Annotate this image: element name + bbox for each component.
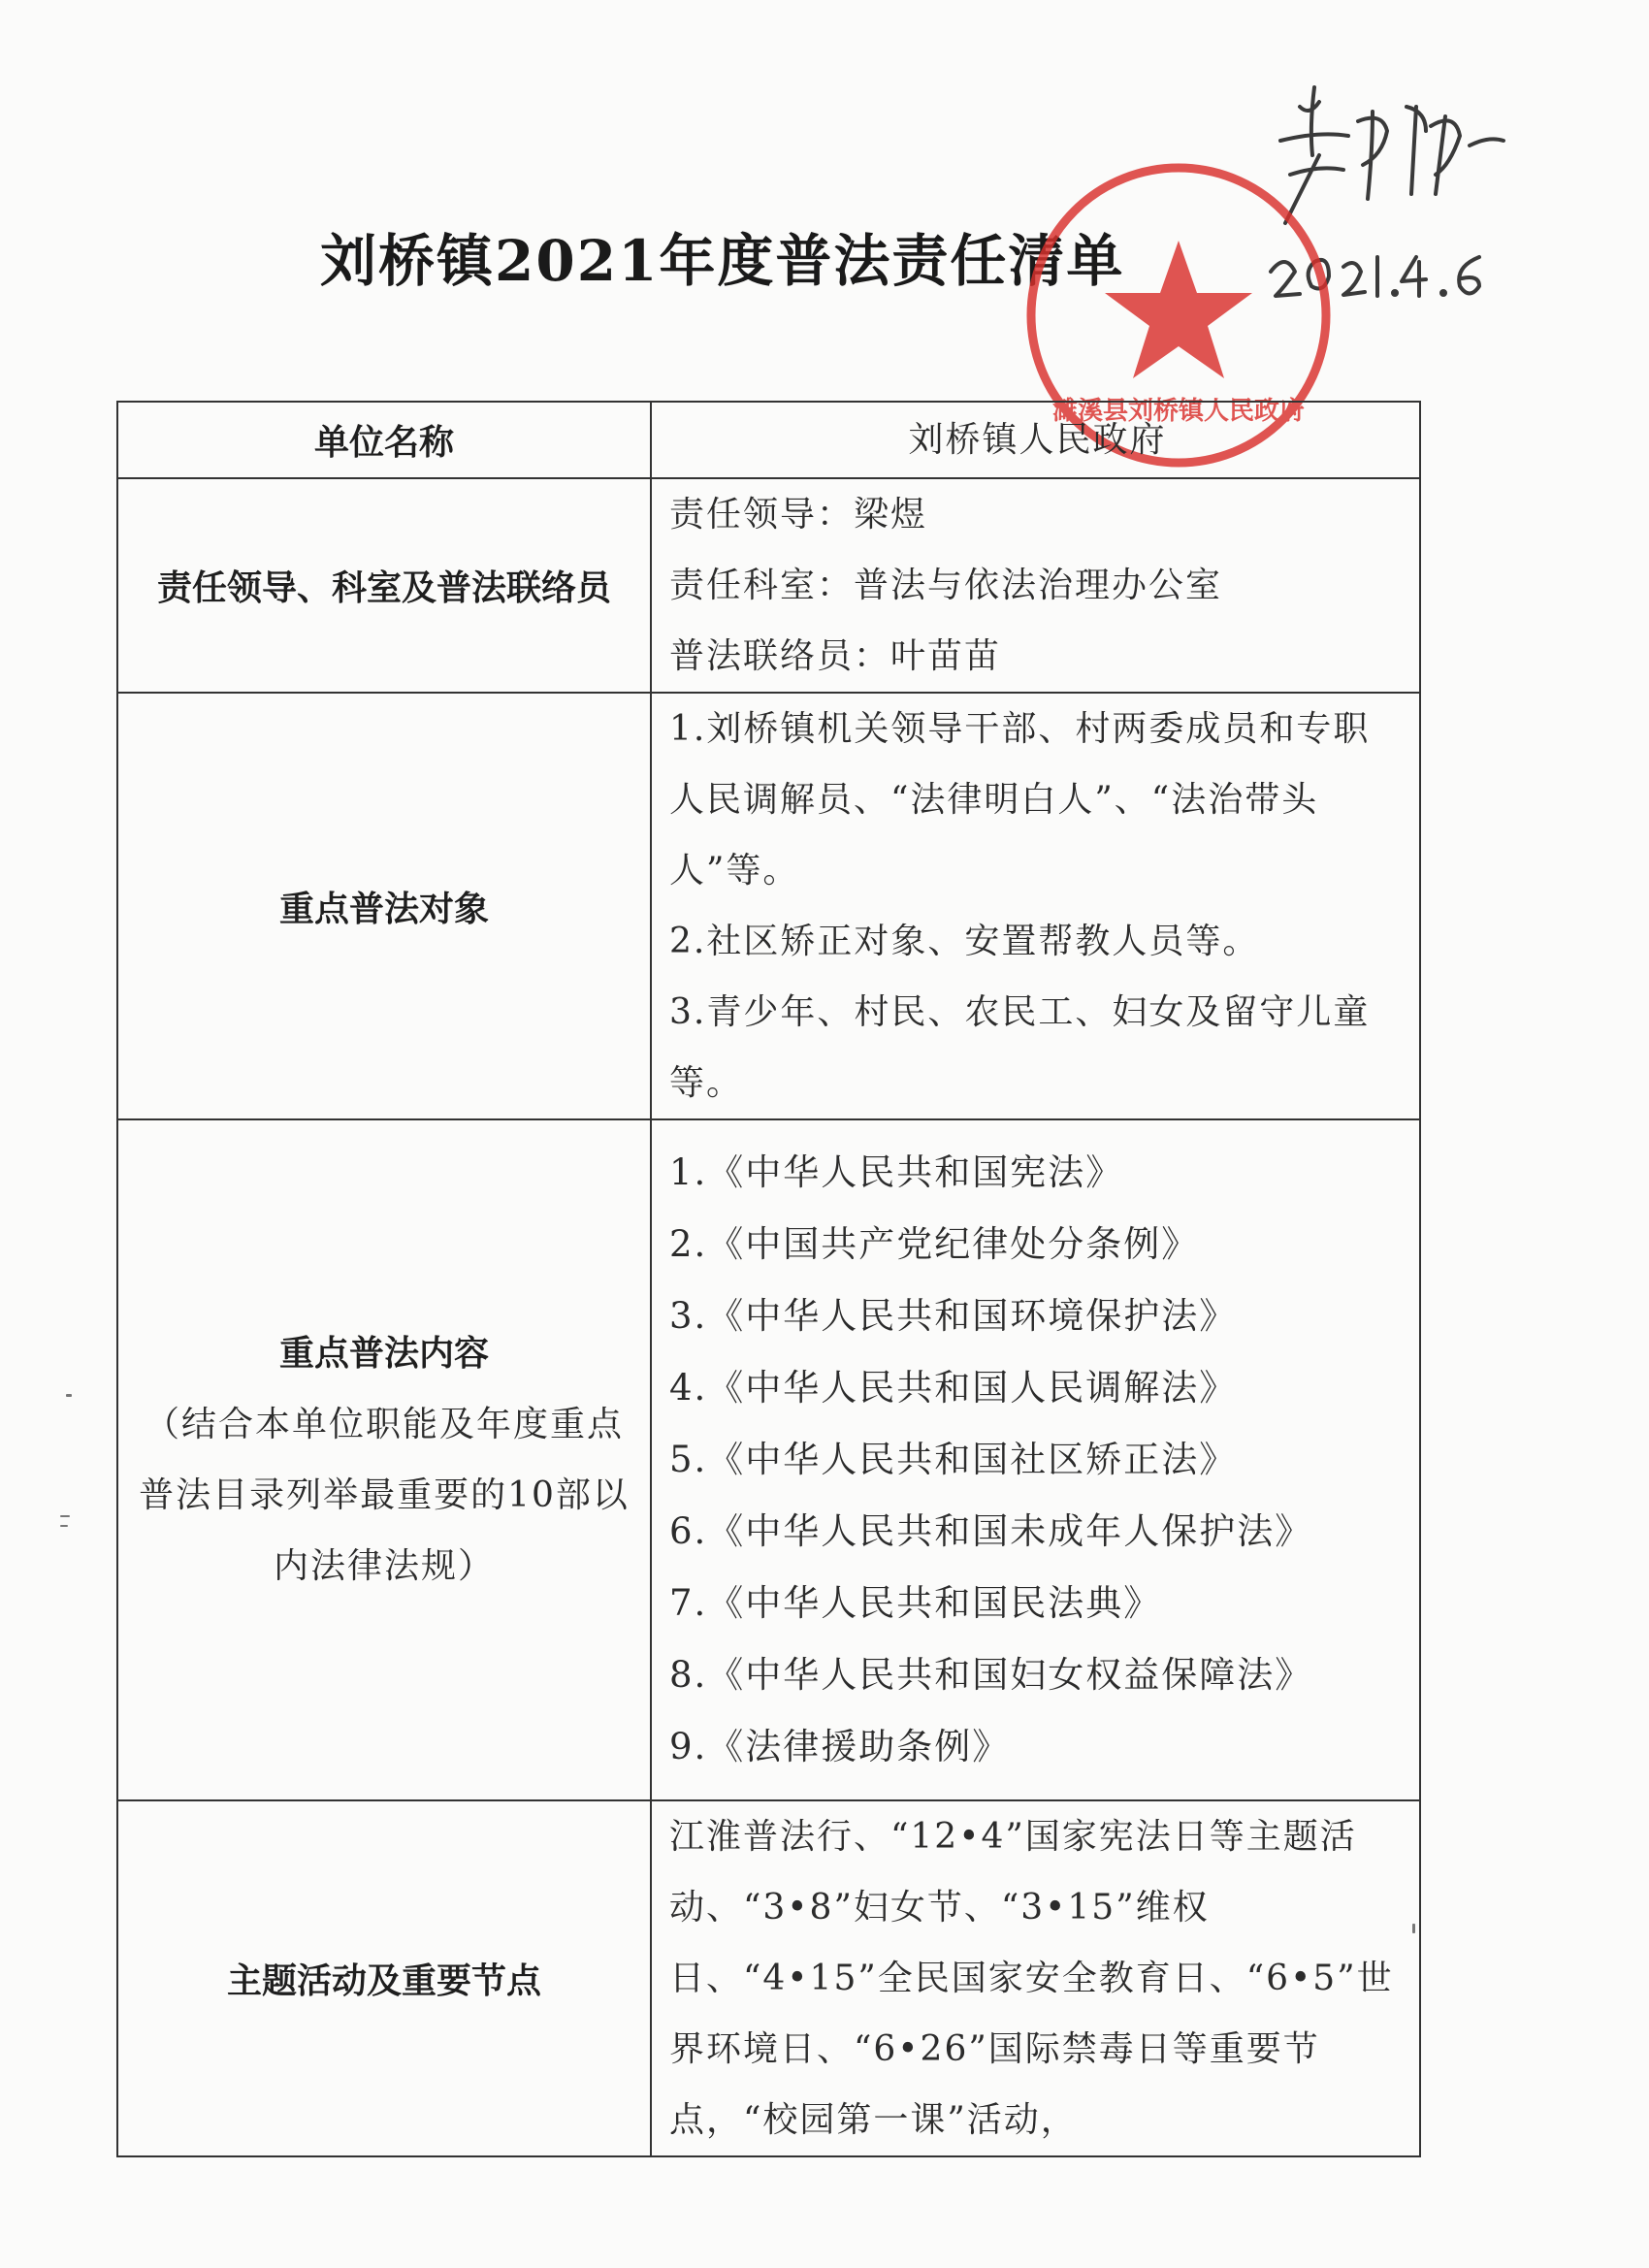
scan-speck xyxy=(66,1394,72,1397)
targets-cell xyxy=(651,693,1420,1119)
target-item: 1.刘桥镇机关领导干部、村两委成员和专职人民调解员、“法律明白人”、“法治带头人”等。 xyxy=(669,709,1371,891)
law-item: 8.《中华人民共和国妇女权益保障法》 xyxy=(669,1654,1313,1696)
responsibility-table xyxy=(116,401,1421,2157)
scan-speck xyxy=(60,1515,70,1517)
table-row-content xyxy=(117,1119,1420,1800)
content-label-cell xyxy=(117,1119,651,1800)
laws-cell xyxy=(651,1119,1420,1800)
law-item: 9.《法律援助条例》 xyxy=(669,1726,1011,1767)
target-item: 2.社区矫正对象、安置帮教人员等。 xyxy=(669,922,1260,961)
document-title: 刘桥镇2021年度普法责任清单 xyxy=(320,228,1125,294)
activities-text: 江淮普法行、“12•4”国家宪法日等主题活动、“3•8”妇女节、“3•15”维权日、“4•15”全民国家安全教育日、“6•5”世界环境日、“6•26”国际禁毒日等重要节点，“校园第一课”活动， xyxy=(651,1800,1420,2156)
responsibility-label: 责任领导、科室及普法联络员 xyxy=(117,478,651,693)
responsible-leader: 责任领导：梁煜 xyxy=(669,495,928,535)
unit-label: 单位名称 xyxy=(117,402,651,478)
law-item: 3.《中华人民共和国环境保护法》 xyxy=(669,1295,1238,1337)
scan-speck xyxy=(1412,1924,1415,1933)
target-item: 3.青少年、村民、农民工、妇女及留守儿童等。 xyxy=(669,992,1371,1103)
content-label: 重点普法内容 xyxy=(278,1334,489,1374)
table-row-unit xyxy=(117,402,1420,478)
responsible-office: 责任科室：普法与依法治理办公室 xyxy=(669,566,1223,605)
scan-speck xyxy=(60,1525,68,1527)
law-item: 2.《中国共产党纪律处分条例》 xyxy=(669,1223,1200,1265)
unit-value: 刘桥镇人民政府 xyxy=(651,402,1420,478)
table-row-activities xyxy=(117,1800,1420,2156)
law-item: 1.《中华人民共和国宪法》 xyxy=(669,1151,1124,1193)
law-item: 6.《中华人民共和国未成年人保护法》 xyxy=(669,1510,1313,1552)
activities-label: 主题活动及重要节点 xyxy=(117,1800,651,2156)
responsibility-cell xyxy=(651,478,1420,693)
law-item: 5.《中华人民共和国社区矫正法》 xyxy=(669,1439,1238,1480)
table-row-targets xyxy=(117,693,1420,1119)
table-row-responsibility xyxy=(117,478,1420,693)
law-item: 4.《中华人民共和国人民调解法》 xyxy=(669,1367,1238,1409)
targets-label: 重点普法对象 xyxy=(117,693,651,1119)
content-note: （结合本单位职能及年度重点普法目录列举最重要的10部以内法律法规） xyxy=(139,1405,630,1586)
liaison-officer: 普法联络员：叶苗苗 xyxy=(669,636,1002,676)
law-item: 7.《中华人民共和国民法典》 xyxy=(669,1582,1162,1624)
seal-text: 濉溪县刘桥镇人民政府 xyxy=(1051,397,1306,426)
